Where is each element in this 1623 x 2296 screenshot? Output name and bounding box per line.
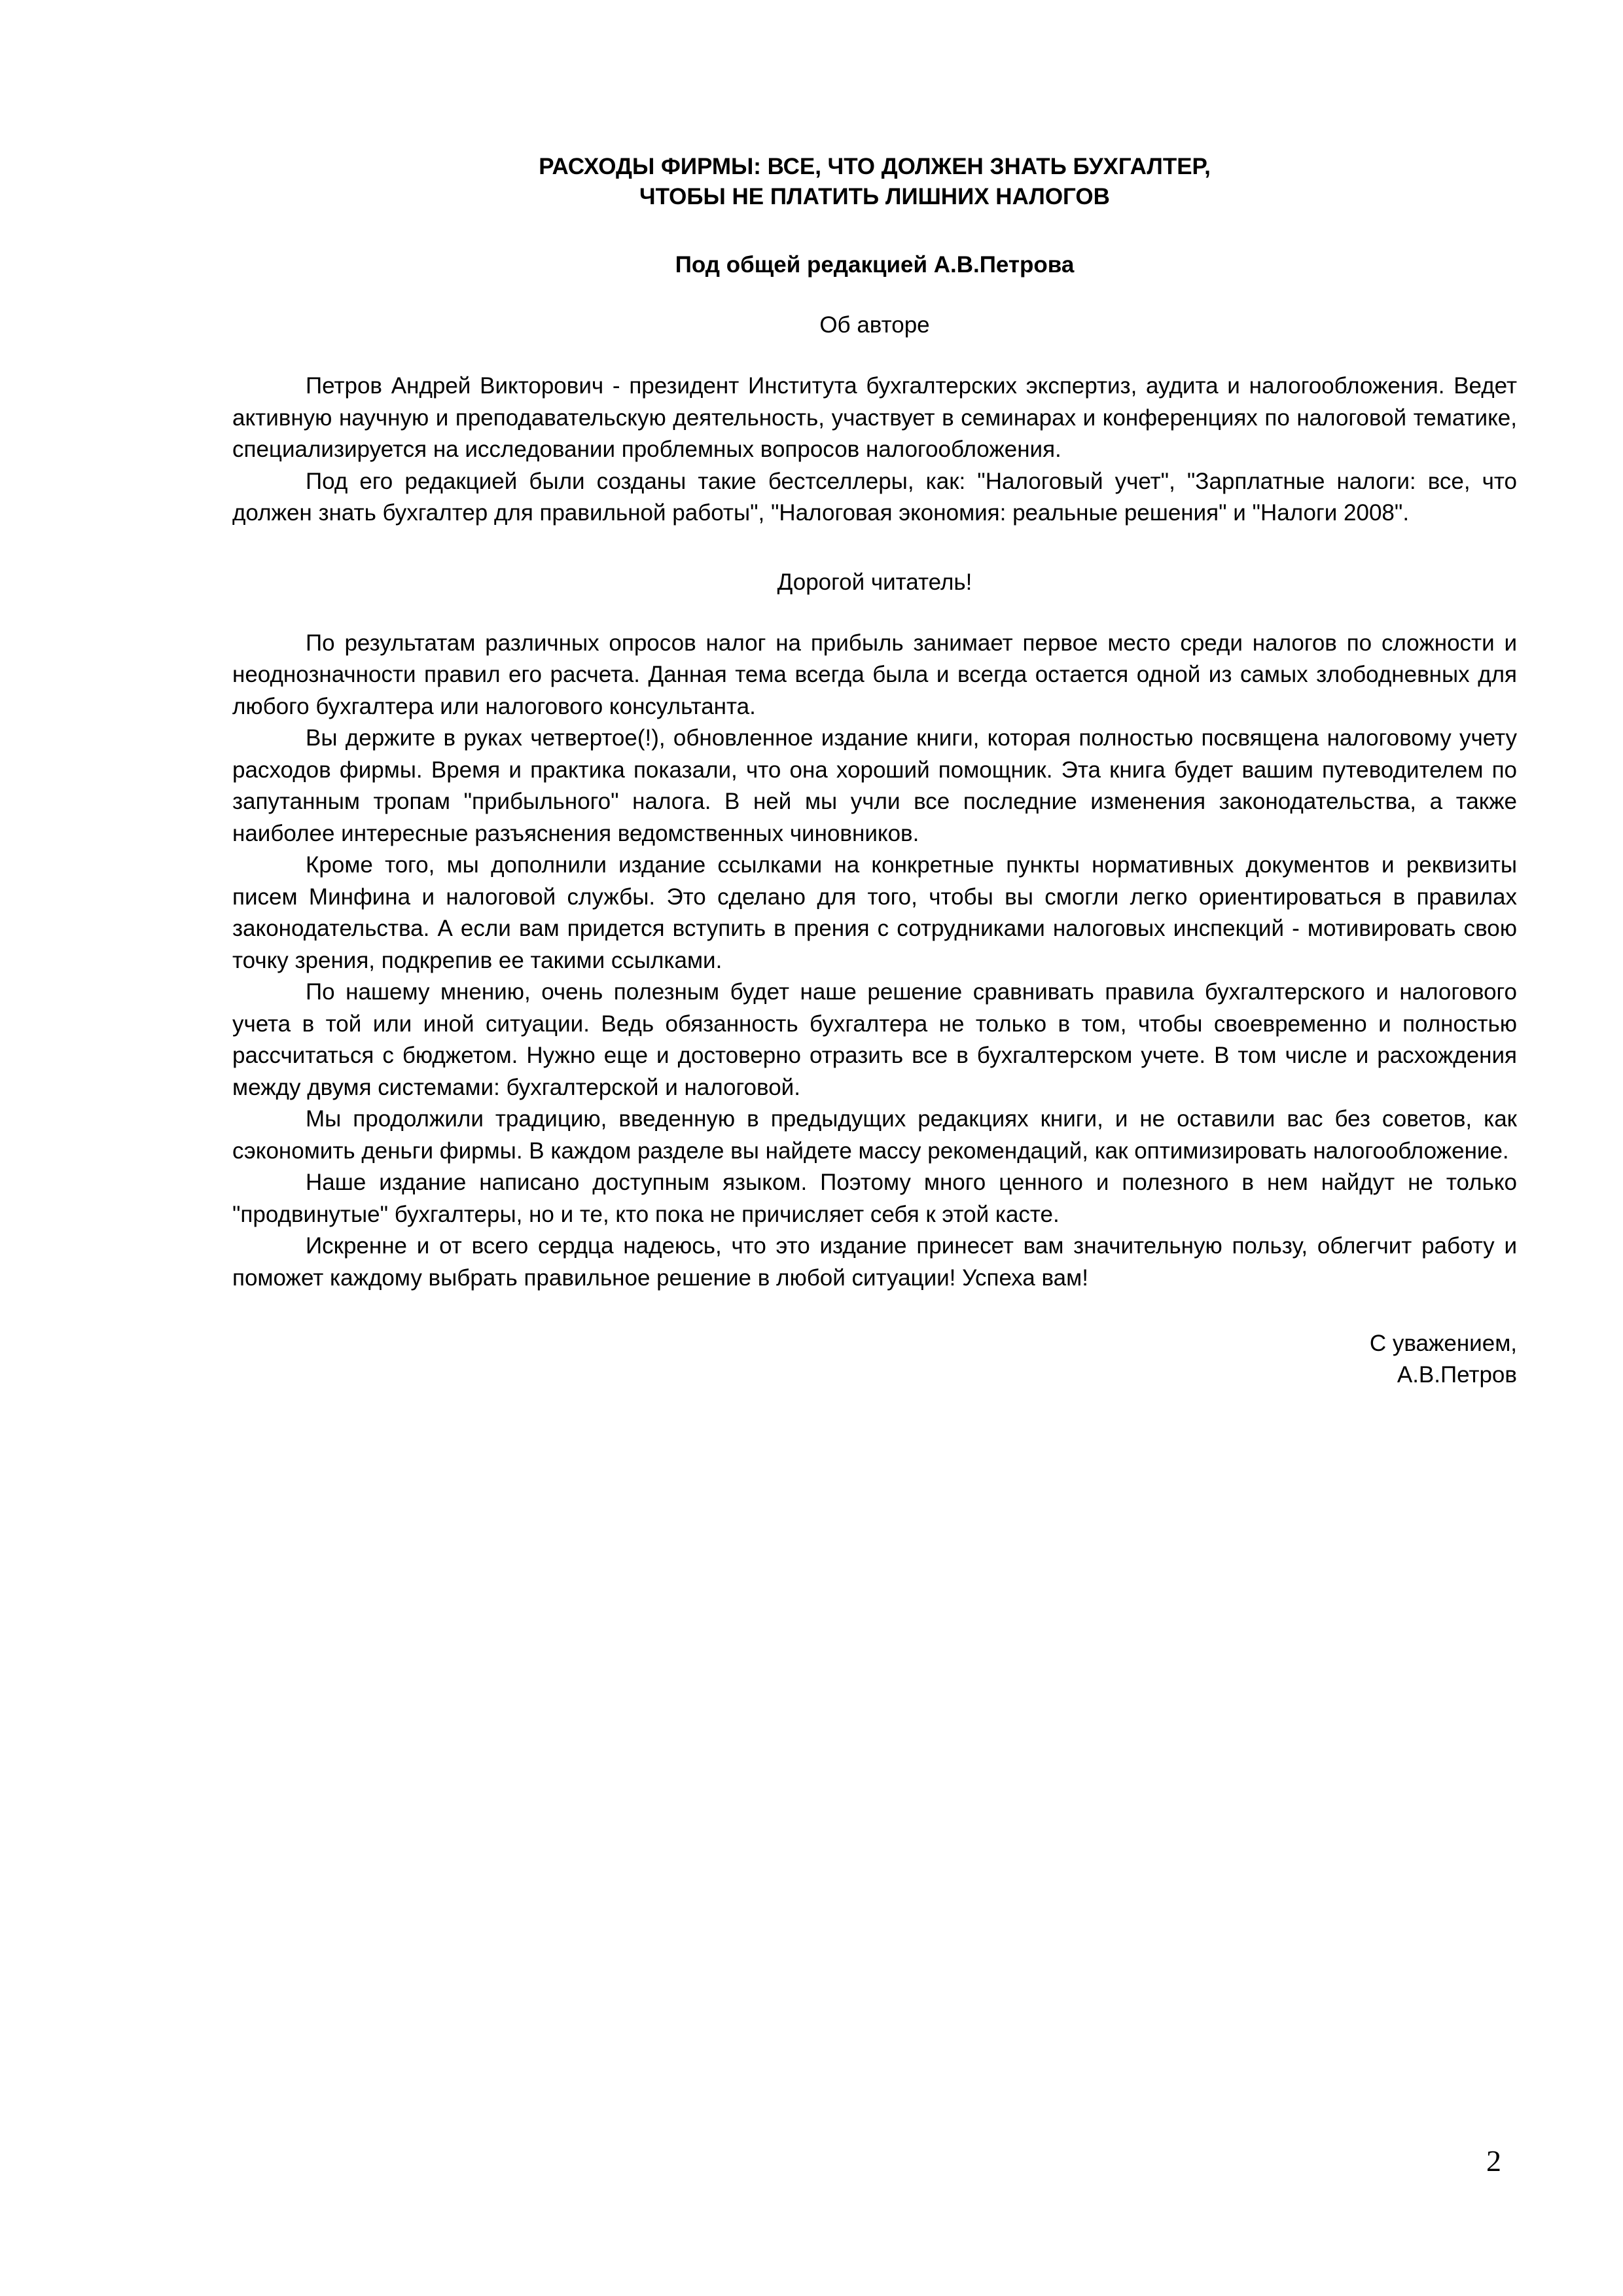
reader-paragraph-4: По нашему мнению, очень полезным будет наше решение сравнивать правила бухгалтерского и налогового учета в той или иной ситуации. Ведь обязанность бухгалтера не только в том, чтобы своевременно и полностью рассчитаться с бюджетом. Нужно еще и достоверно отразить все в бухгалтерском учете. В том числе и расхождения между двумя системами: бухгалтерской и налоговой.: [232, 979, 1517, 1100]
signature-closing: С уважением,: [1369, 1331, 1517, 1356]
reader-heading: Дорогой читатель!: [777, 569, 972, 595]
book-title-line-2: ЧТОБЫ НЕ ПЛАТИТЬ ЛИШНИХ НАЛОГОВ: [639, 184, 1110, 209]
reader-letter-text: [232, 628, 1517, 1295]
page-number: 2: [1486, 2144, 1501, 2178]
page-content: [232, 152, 1517, 1391]
reader-paragraph-5: Мы продолжили традицию, введенную в предыдущих редакциях книги, и не оставили вас без советов, как сэкономить деньги фирмы. В каждом разделе вы найдете массу рекомендаций, как оптимизировать налогообложение.: [232, 1106, 1517, 1164]
book-title-line-1: РАСХОДЫ ФИРМЫ: ВСЕ, ЧТО ДОЛЖЕН ЗНАТЬ БУХГАЛТЕР,: [539, 154, 1211, 179]
signature-name: А.В.Петров: [1397, 1362, 1517, 1388]
editor-line: Под общей редакцией А.В.Петрова: [675, 252, 1075, 278]
about-paragraph-1: Петров Андрей Викторович - президент Института бухгалтерских экспертиз, аудита и налогообложения. Ведет активную научную и преподавательскую деятельность, участвует в семинарах и конференциях по налоговой тематике, специализируется на исследовании проблемных вопросов налогообложения.: [232, 373, 1517, 462]
signature-block: [232, 1328, 1517, 1391]
about-author-text: [232, 370, 1517, 529]
reader-paragraph-2: Вы держите в руках четвертое(!), обновленное издание книги, которая полностью посвящена налоговому учету расходов фирмы. Время и практика показали, что она хороший помощник. Эта книга будет вашим путеводителем по запутанным тропам "прибыльного" налога. В ней мы учли все последние изменения законодательства, а также наиболее интересные разъяснения ведомственных чиновников.: [232, 725, 1517, 846]
book-title: [232, 152, 1517, 212]
reader-paragraph-7: Искренне и от всего сердца надеюсь, что это издание принесет вам значительную пользу, облегчит работу и поможет каждому выбрать правильное решение в любой ситуации! Успеха вам!: [232, 1233, 1517, 1291]
about-paragraph-2: Под его редакцией были созданы такие бестселлеры, как: "Налоговый учет", "Зарплатные налоги: все, что должен знать бухгалтер для правильной работы", "Налоговая экономия: реальные решения" и "Налоги 2008".: [232, 468, 1517, 526]
reader-paragraph-3: Кроме того, мы дополнили издание ссылками на конкретные пункты нормативных документов и реквизиты писем Минфина и налоговой службы. Это сделано для того, чтобы вы смогли легко ориентироваться в правилах законодательства. А если вам придется вступить в прения с сотрудниками налоговых инспекций - мотивировать свою точку зрения, подкрепив ее такими ссылками.: [232, 852, 1517, 973]
about-author-heading: Об авторе: [819, 312, 930, 338]
reader-paragraph-1: По результатам различных опросов налог на прибыль занимает первое место среди налогов по сложности и неоднозначности правил его расчета. Данная тема всегда была и всегда остается одной из самых злободневных для любого бухгалтера или налогового консультанта.: [232, 630, 1517, 719]
reader-paragraph-6: Наше издание написано доступным языком. Поэтому много ценного и полезного в нем найдут не только "продвинутые" бухгалтеры, но и те, кто пока не причисляет себя к этой касте.: [232, 1170, 1517, 1227]
